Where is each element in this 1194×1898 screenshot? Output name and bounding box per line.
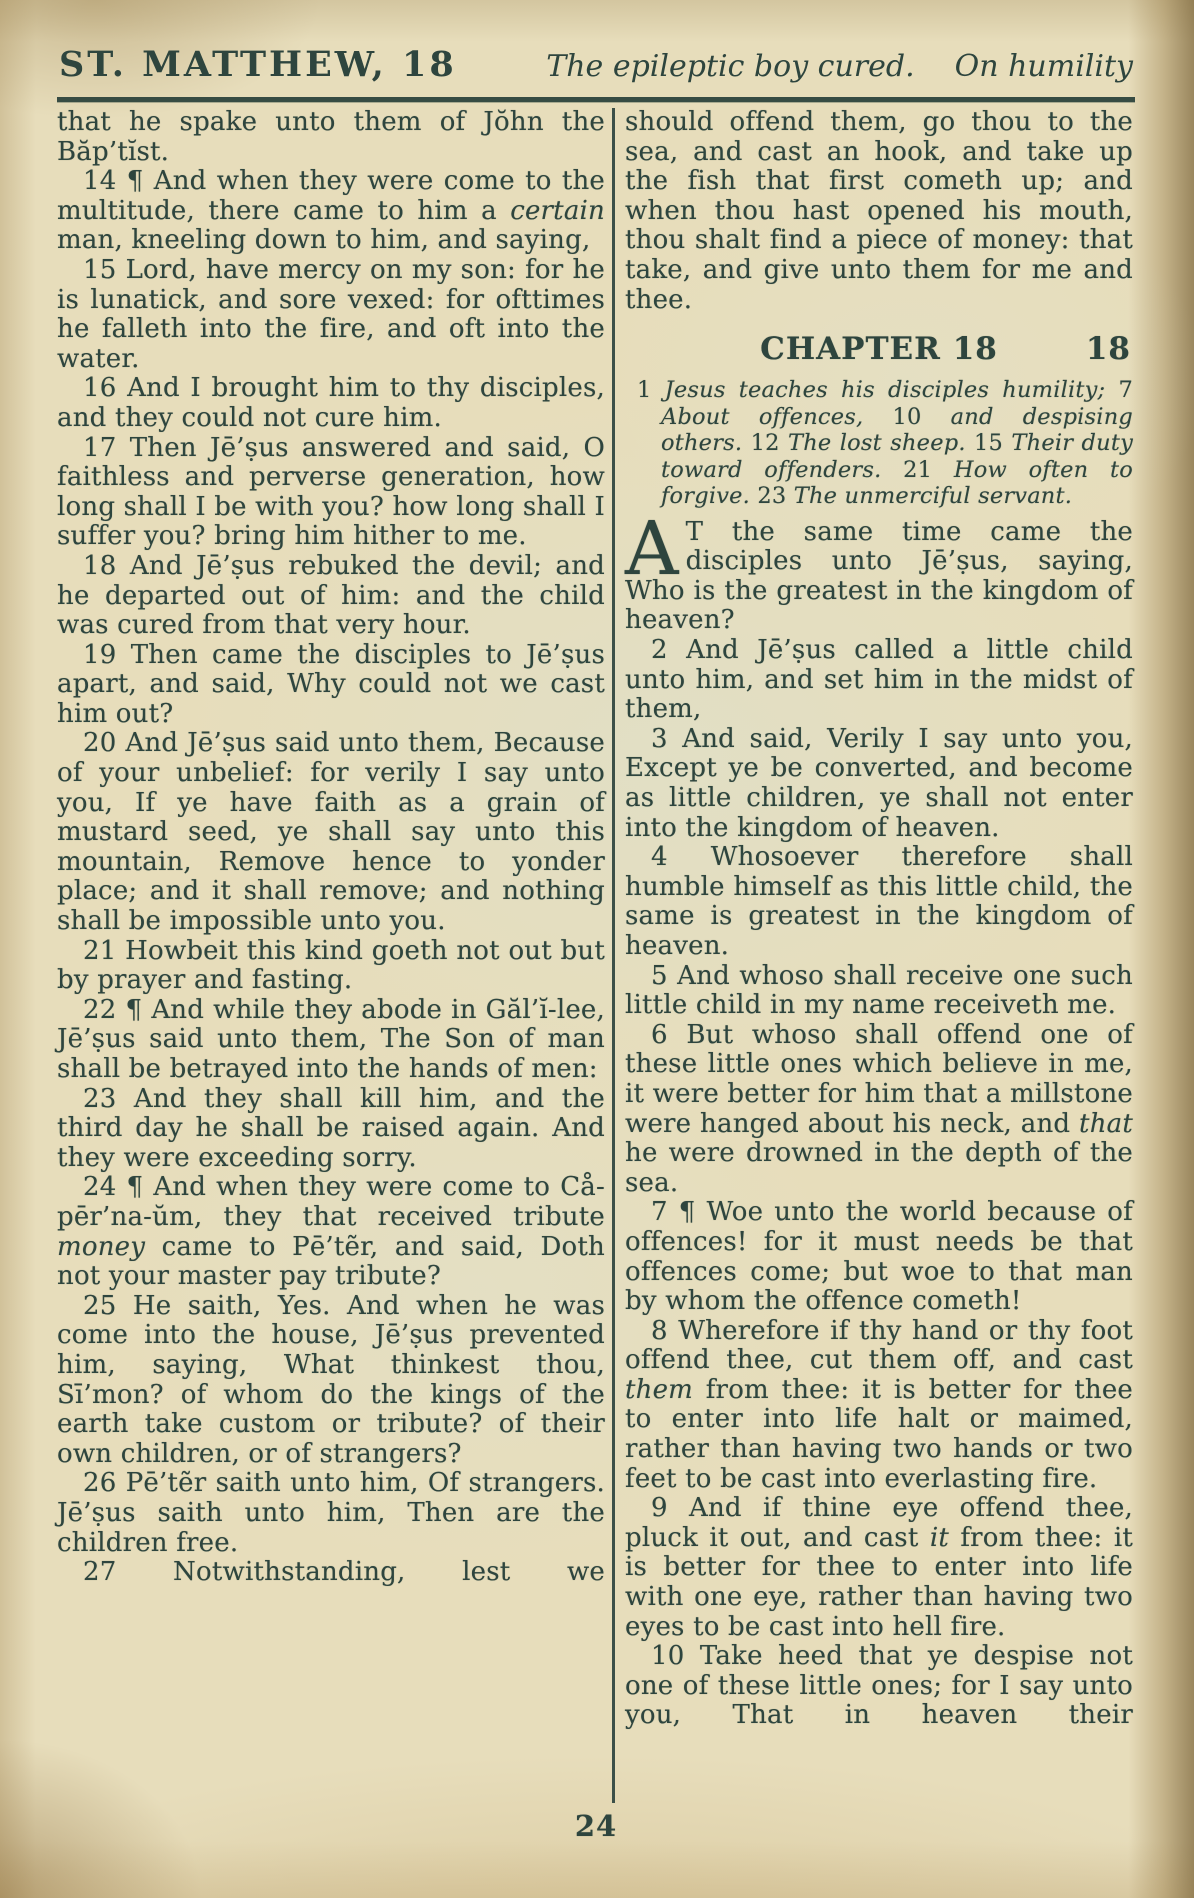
text-run: 24 ¶ And when they were come to Cå-pēr’na-ŭm, they that received tribute <box>57 1172 605 1232</box>
chapter-heading <box>625 331 1133 367</box>
verse-paragraph <box>57 1085 605 1174</box>
text-run: from thee: it is better for thee to enter into life halt or maimed, rather than having two hands or two feet to be cast into everlasting fire. <box>625 1374 1133 1494</box>
verse-paragraph <box>625 1021 1133 1199</box>
text-run: 20 And Jē’ṣus said unto them, Because of your unbelief: for verily I say unto you, If ye have faith as a grain of mustard seed, ye shall say unto this mountain, Remove hence to yonder place; and it shall remove; and nothing shall be impossible unto you. <box>57 728 605 937</box>
verse-paragraph <box>57 641 605 730</box>
text-run: 23 <box>757 483 794 510</box>
running-head-summary-1: The epileptic boy cured. <box>546 49 915 84</box>
text-run: came to Pē’tẽr, and said, Doth not your master pay tribute? <box>57 1231 605 1292</box>
text-run: 10 <box>892 403 951 430</box>
text-run: he were drowned in the depth of the sea. <box>625 1138 1133 1198</box>
text-run: that he spake unto them of Jŏhn the Băp’tĭst. <box>57 107 605 167</box>
verse-paragraph <box>625 843 1133 961</box>
text-run: should offend them, go thou to the sea, and cast an hook, and take up the fish that first cometh up; and when thou hast opened his mouth, thou shalt find a piece of money: that take, and give unto them for me and thee. <box>625 107 1133 315</box>
verse-paragraph <box>625 1642 1133 1731</box>
italic-word: money <box>57 1231 146 1262</box>
text-run: 9 And if thine eye offend thee, pluck it out, and cast <box>625 1493 1133 1553</box>
italic-word: The lost sheep. <box>788 430 975 457</box>
text-run: 2 And Jē’ṣus called a little child unto him, and set him in the midst of them, <box>625 635 1133 725</box>
text-run: 10 Take heed that ye despise not one of these little ones; for I say unto you, That in heaven their <box>625 1641 1133 1731</box>
verse-paragraph <box>57 256 605 374</box>
italic-word: them <box>625 1374 694 1405</box>
text-run: 19 Then came the disciples to Jē’ṣus apart, and said, Why could not we cast him out? <box>57 639 605 729</box>
text-run: 21 <box>903 456 954 483</box>
text-run: 16 And I brought him to thy disciples, and they could not cure him. <box>57 373 605 433</box>
text-run: 5 And whoso shall receive one such little child in my name receiveth me. <box>625 960 1133 1021</box>
text-columns <box>57 108 1135 1803</box>
chapter-summary <box>637 377 1133 510</box>
italic-word: The unmerciful servant. <box>793 483 1073 510</box>
continuation-paragraph <box>625 108 1133 315</box>
verse-paragraph <box>57 552 605 641</box>
text-run: from thee: it is better for thee to enter into life with one eye, rather than having two eyes to be cast into hell fire. <box>625 1522 1133 1642</box>
text-run: 4 Whosoever therefore shall humble himself as this little child, the same is greatest in the kingdom of heaven. <box>625 842 1133 961</box>
running-head-book-title: ST. MATTHEW, 18 <box>59 44 457 85</box>
verse-paragraph <box>625 725 1133 843</box>
text-run: 18 And Jē’ṣus rebuked the devil; and he departed out of him: and the child was cured from that very hour. <box>57 550 605 641</box>
text-run: man, kneeling down to him, and saying, <box>57 225 591 256</box>
text-run: 1 <box>637 377 665 404</box>
text-run: 7 ¶ Woe unto the world because of offences! for it must needs be that offences come; but woe to that man by whom the offence cometh! <box>625 1197 1133 1317</box>
text-run: 25 He saith, Yes. And when he was come into the house, Jē’ṣus prevented him, saying, What thinkest thou, Sī’mon? of whom do the kings of the earth take custom or tribute? of their own children, or of strangers? <box>57 1290 605 1469</box>
text-run: 14 ¶ And when they were come to the multitude, there came to him a <box>57 166 605 226</box>
italic-word: and despising others. <box>661 403 1133 457</box>
italic-word: Jesus teaches his disciples humility; <box>664 377 1119 404</box>
verse-paragraph <box>57 729 605 936</box>
verse-paragraph <box>57 1292 605 1470</box>
drop-cap: A <box>625 505 679 592</box>
running-head <box>57 44 1135 97</box>
text-run: 7 <box>1118 377 1133 404</box>
text-block <box>57 44 1135 1843</box>
verse-paragraph <box>57 167 605 256</box>
text-run: 3 And said, Verily I say unto you, Except ye be converted, and become as little children, ye shall not enter into the kingdom of heaven. <box>625 723 1133 843</box>
verse-paragraph <box>57 1469 605 1558</box>
text-run: 27 Notwithstanding, lest we <box>83 1557 605 1588</box>
text-run: 8 Wherefore if thy hand or thy foot offend thee, cut them off, and cast <box>625 1315 1133 1376</box>
verse-paragraph <box>625 962 1133 1021</box>
verse-paragraph <box>57 374 605 433</box>
verse-paragraph <box>625 1494 1133 1642</box>
italic-word: Their duty toward offenders. <box>661 430 1133 483</box>
column-divider <box>612 108 615 1803</box>
verse-paragraph <box>57 1173 605 1291</box>
verse-paragraph <box>625 636 1133 725</box>
italic-word: that <box>1079 1108 1133 1139</box>
page-number: 24 <box>574 1809 618 1843</box>
verse-paragraph <box>57 937 605 996</box>
right-column <box>625 108 1133 1803</box>
verse-paragraph <box>57 1558 605 1588</box>
chapter-title: CHAPTER 18 <box>760 331 998 368</box>
text-run: 23 And they shall kill him, and the third day he shall be raised again. And they were exceeding sorry. <box>57 1083 605 1173</box>
italic-word: How often to forgive. <box>661 456 1133 510</box>
running-head-page-summary <box>546 49 1133 84</box>
italic-word: it <box>929 1522 949 1553</box>
text-run: 15 <box>974 430 1012 457</box>
verse-paragraph-dropcap <box>625 505 1133 636</box>
italic-word: About offences, <box>661 403 893 430</box>
verse-paragraph <box>625 1198 1133 1316</box>
text-run: 21 Howbeit this kind goeth not out but by prayer and fasting. <box>57 935 605 996</box>
chapter-margin-number: 18 <box>1085 331 1131 368</box>
left-column <box>57 108 605 1803</box>
text-run: 12 <box>750 430 788 457</box>
verse-paragraph <box>57 434 605 552</box>
text-run: 6 But whoso shall offend one of these little ones which believe in me, it were better for him that a millstone were hanged about his neck, and <box>625 1019 1133 1139</box>
text-run: 22 ¶ And while they abode in Găl’ĭ-lee, Jē’ṣus said unto them, The Son of man shall be betrayed into the hands of men: <box>57 994 605 1084</box>
italic-word: certain <box>510 195 605 226</box>
continuation-paragraph <box>57 108 605 167</box>
header-rule <box>57 97 1135 102</box>
verse-paragraph <box>57 996 605 1085</box>
running-head-summary-2: On humility <box>954 49 1133 84</box>
text-run: T the same time came the disciples unto Jē’ṣus, saying, Who is the greatest in the kingdom of heaven? <box>625 516 1133 636</box>
text-run: 15 Lord, have mercy on my son: for he is lunatick, and sore vexed: for ofttimes he falleth into the fire, and oft into the water. <box>57 254 605 374</box>
text-run: 17 Then Jē’ṣus answered and said, O faithless and perverse generation, how long shall I be with you? how long shall I suffer you? bring him hither to me. <box>57 432 605 552</box>
text-run: 26 Pē’tẽr saith unto him, Of strangers. Jē’ṣus saith unto him, Then are the children free. <box>57 1468 605 1558</box>
verse-paragraph <box>625 1317 1133 1495</box>
